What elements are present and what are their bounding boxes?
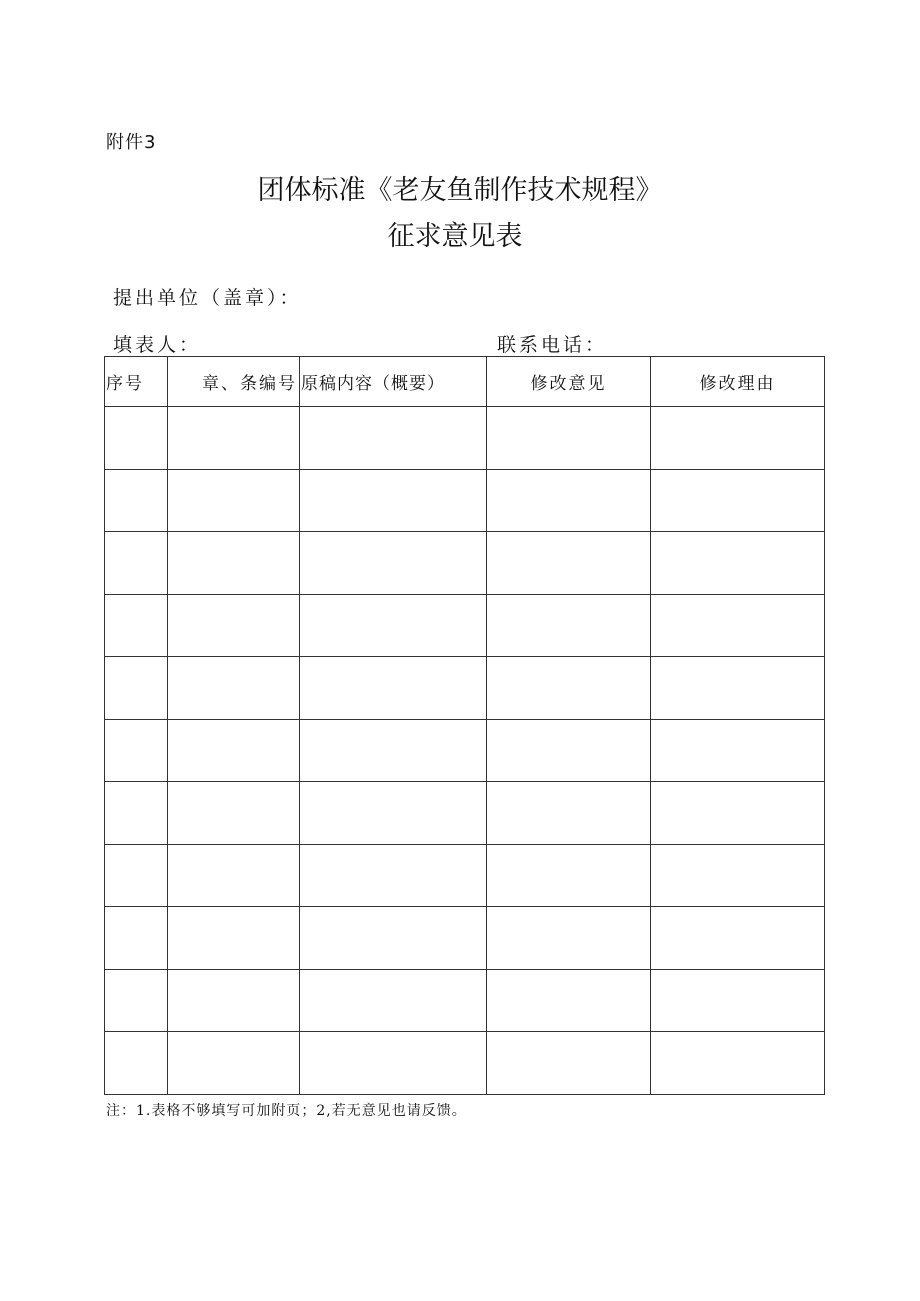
table-row <box>105 594 825 657</box>
cell-seq[interactable] <box>105 907 168 970</box>
cell-original-content[interactable] <box>300 1032 487 1095</box>
cell-revision-opinion[interactable] <box>487 719 651 782</box>
cell-revision-reason[interactable] <box>651 407 825 470</box>
cell-revision-opinion[interactable] <box>487 407 651 470</box>
cell-seq[interactable] <box>105 532 168 595</box>
footnote: 注：1.表格不够填写可加附页；2,若无意见也请反馈。 <box>106 1103 467 1119</box>
table-row <box>105 532 825 595</box>
cell-revision-opinion[interactable] <box>487 469 651 532</box>
cell-original-content[interactable] <box>300 532 487 595</box>
cell-revision-opinion[interactable] <box>487 969 651 1032</box>
cell-seq[interactable] <box>105 1032 168 1095</box>
cell-original-content[interactable] <box>300 719 487 782</box>
cell-revision-reason[interactable] <box>651 1032 825 1095</box>
document-title: 团体标准《老友鱼制作技术规程》 <box>257 175 663 206</box>
cell-revision-opinion[interactable] <box>487 1032 651 1095</box>
cell-clause-number[interactable] <box>168 782 300 845</box>
feedback-table <box>104 356 825 1095</box>
header-original-content: 原稿内容（概要） <box>300 357 487 407</box>
cell-original-content[interactable] <box>300 907 487 970</box>
cell-seq[interactable] <box>105 469 168 532</box>
cell-original-content[interactable] <box>300 407 487 470</box>
table-row <box>105 782 825 845</box>
cell-revision-opinion[interactable] <box>487 657 651 720</box>
cell-clause-number[interactable] <box>168 1032 300 1095</box>
header-seq: 序号 <box>105 357 168 407</box>
cell-clause-number[interactable] <box>168 407 300 470</box>
cell-seq[interactable] <box>105 844 168 907</box>
table-row <box>105 1032 825 1095</box>
contact-phone-label: 联系电话： <box>497 334 608 356</box>
header-revision-reason: 修改理由 <box>651 357 825 407</box>
cell-clause-number[interactable] <box>168 844 300 907</box>
cell-revision-reason[interactable] <box>651 594 825 657</box>
table-header-row <box>105 357 825 407</box>
cell-revision-opinion[interactable] <box>487 782 651 845</box>
cell-revision-reason[interactable] <box>651 782 825 845</box>
filler-label: 填表人： <box>113 334 202 356</box>
cell-seq[interactable] <box>105 594 168 657</box>
table-row <box>105 844 825 907</box>
cell-clause-number[interactable] <box>168 907 300 970</box>
table-row <box>105 469 825 532</box>
document-subtitle: 征求意见表 <box>387 221 523 252</box>
cell-revision-opinion[interactable] <box>487 594 651 657</box>
cell-seq[interactable] <box>105 719 168 782</box>
cell-clause-number[interactable] <box>168 657 300 720</box>
table-row <box>105 719 825 782</box>
cell-clause-number[interactable] <box>168 532 300 595</box>
table-row <box>105 907 825 970</box>
cell-revision-opinion[interactable] <box>487 907 651 970</box>
cell-clause-number[interactable] <box>168 969 300 1032</box>
cell-revision-reason[interactable] <box>651 719 825 782</box>
cell-revision-reason[interactable] <box>651 969 825 1032</box>
attachment-label: 附件3 <box>106 132 157 153</box>
cell-clause-number[interactable] <box>168 594 300 657</box>
cell-seq[interactable] <box>105 782 168 845</box>
table-body <box>105 407 825 1095</box>
cell-revision-reason[interactable] <box>651 469 825 532</box>
submitting-unit-label: 提出单位（盖章）： <box>113 287 302 309</box>
cell-revision-reason[interactable] <box>651 844 825 907</box>
cell-revision-opinion[interactable] <box>487 844 651 907</box>
cell-revision-reason[interactable] <box>651 907 825 970</box>
cell-original-content[interactable] <box>300 844 487 907</box>
cell-clause-number[interactable] <box>168 469 300 532</box>
table-row <box>105 407 825 470</box>
cell-clause-number[interactable] <box>168 719 300 782</box>
cell-original-content[interactable] <box>300 594 487 657</box>
cell-seq[interactable] <box>105 969 168 1032</box>
cell-original-content[interactable] <box>300 657 487 720</box>
cell-original-content[interactable] <box>300 469 487 532</box>
cell-revision-reason[interactable] <box>651 657 825 720</box>
table-row <box>105 969 825 1032</box>
header-clause-number: 章、条编号 <box>168 357 300 407</box>
cell-original-content[interactable] <box>300 969 487 1032</box>
cell-seq[interactable] <box>105 407 168 470</box>
header-revision-opinion: 修改意见 <box>487 357 651 407</box>
cell-revision-opinion[interactable] <box>487 532 651 595</box>
cell-original-content[interactable] <box>300 782 487 845</box>
cell-revision-reason[interactable] <box>651 532 825 595</box>
cell-seq[interactable] <box>105 657 168 720</box>
table-row <box>105 657 825 720</box>
